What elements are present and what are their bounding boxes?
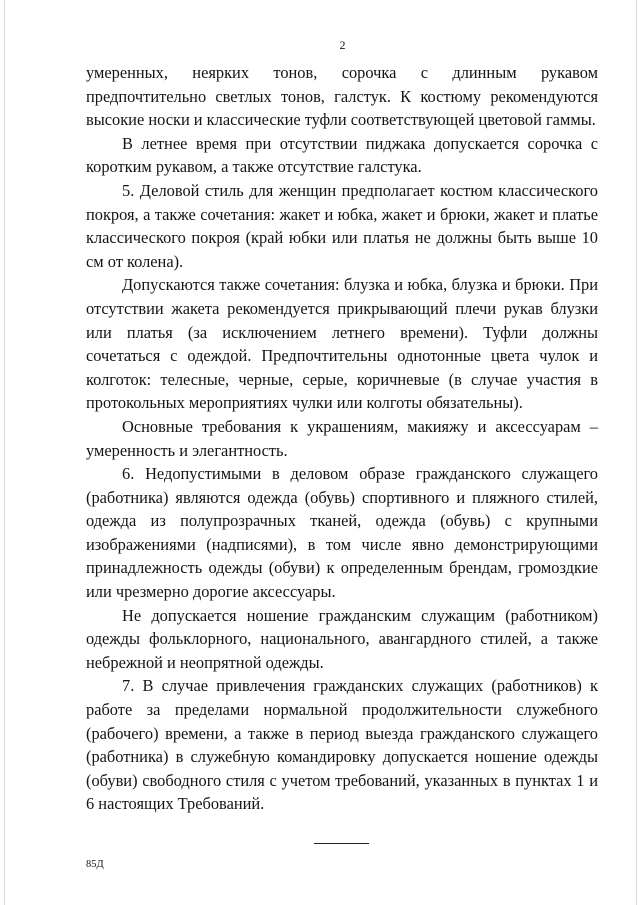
document-body [86, 61, 598, 816]
scan-edge-right [636, 0, 637, 905]
paragraph-continuation: умеренных, неярких тонов, сорочка с длинным рукавом предпочтительно светлых тонов, галстук. К костюму рекомендуются высокие носки и классические туфли соответствующей цветовой гаммы. [86, 63, 598, 130]
paragraph-summer-shirt: В летнее время при отсутствии пиджака допускается сорочка с коротким рукавом, а также отсутствие галстука. [86, 133, 598, 177]
paragraph-item-6: 6. Недопустимыми в деловом образе гражданского служащего (работника) являются одежда (обувь) спортивного и пляжного стилей, одежда из полупрозрачных тканей, одежда (обувь) с крупными изображениями (надписями), в том числе явно демонстрирующими принадлежность одежды (обуви) к определенным брендам, громоздкие или чрезмерно дорогие аксессуары. [86, 464, 598, 602]
paragraph-item-7: 7. В случае привлечения гражданских служащих (работников) к работе за пределами нормальной продолжительности служебного (рабочего) времени, а также в период выезда гражданского служащего (работника) в служебную командировку допускается ношение одежды (обуви) свободного стиля с учетом требований, указанных в пунктах 1 и 6 настоящих Требований. [86, 676, 598, 814]
paragraph-accessories: Основные требования к украшениям, макияжу и аксессуарам – умеренность и элегантность. [86, 416, 598, 460]
paragraph-item-5: 5. Деловой стиль для женщин предполагает костюм классического покроя, а также сочетания: жакет и юбка, жакет и брюки, жакет и платье классического покроя (край юбки или платья не должны быть выше 10 см от колена). [86, 180, 598, 271]
paragraph-allowed-combinations: Допускаются также сочетания: блузка и юбка, блузка и брюки. При отсутствии жакета рекомендуется прикрывающий плечи рукав блузки или платья (за исключением летнего времени). Туфли должны сочетаться с одеждой. Предпочтительны однотонные цвета чулок и колготок: телесные, черные, серые, коричневые (в случае участия в протокольных мероприятиях чулки или колготы обязательны). [86, 275, 598, 413]
end-separator [314, 843, 369, 844]
document-code: 85Д [86, 859, 104, 870]
scan-edge-left [4, 0, 5, 905]
paragraph-folk-styles: Не допускается ношение гражданским служащим (работником) одежды фольклорного, национального, авангардного стилей, а также небрежной и неопрятной одежды. [86, 605, 598, 672]
page-number: 2 [339, 38, 346, 52]
